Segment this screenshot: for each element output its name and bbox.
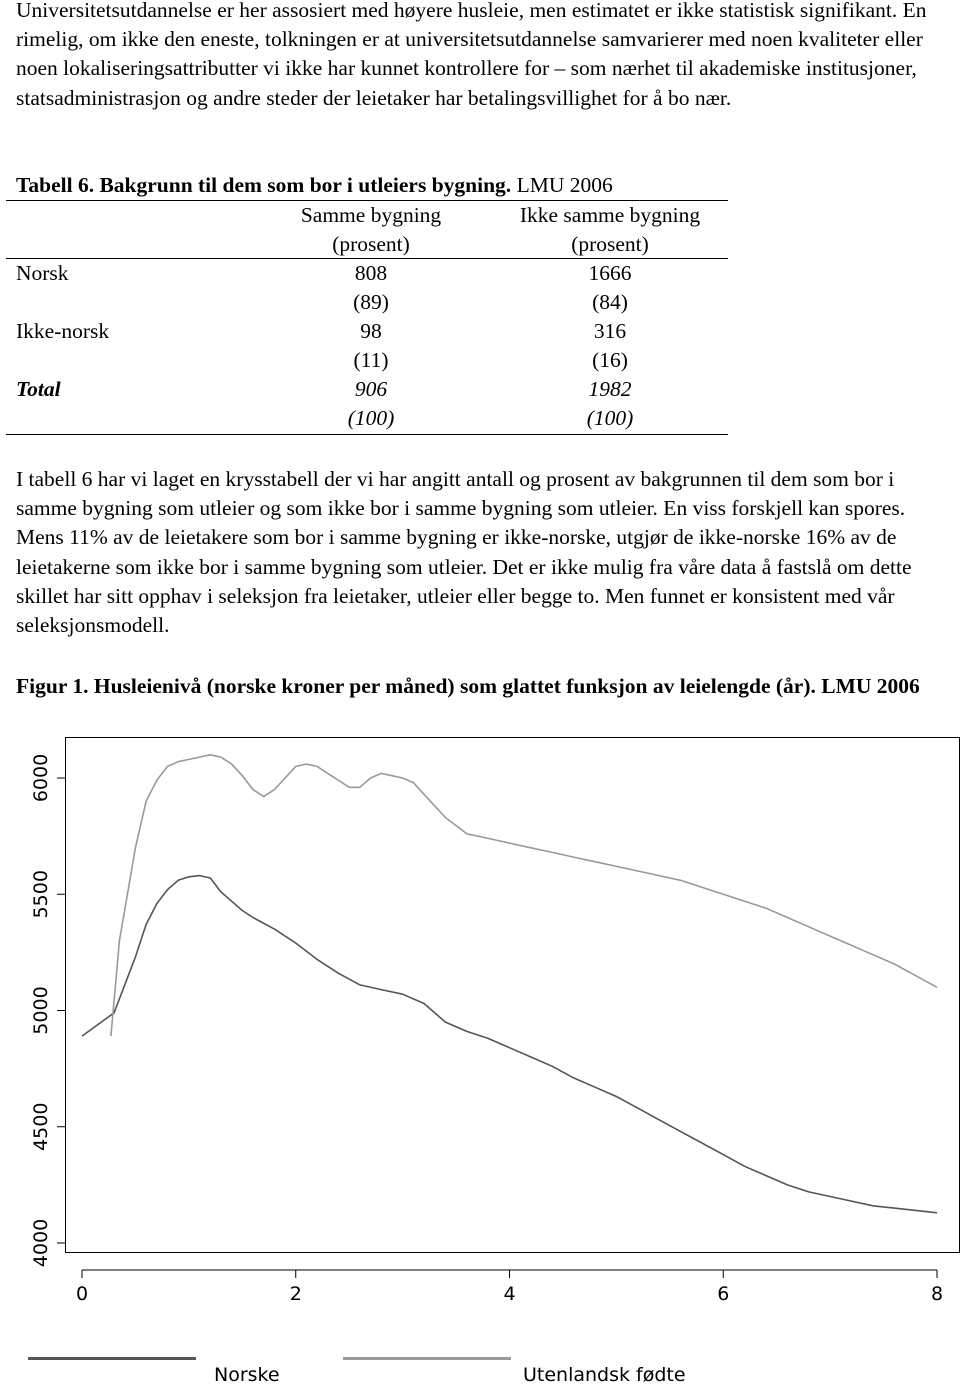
cell-notsame-count: 1666 bbox=[588, 261, 632, 285]
x-tick-label: 2 bbox=[289, 1283, 302, 1305]
cell-same-count: 906 bbox=[354, 377, 388, 401]
cell-same-percent: (89) bbox=[353, 290, 389, 314]
legend-swatch-norske bbox=[28, 1357, 196, 1360]
x-tick-label: 0 bbox=[75, 1283, 89, 1305]
cell-notsame-count: 1982 bbox=[588, 377, 632, 401]
cell-same-count: 808 bbox=[354, 261, 388, 285]
table-bottom-rule bbox=[6, 434, 728, 435]
cell-same-percent: (100) bbox=[347, 406, 395, 430]
table-caption-source: LMU 2006 bbox=[516, 173, 613, 197]
x-tick-label: 6 bbox=[717, 1283, 730, 1305]
legend-label-utenlandsk: Utenlandsk fødte bbox=[523, 1364, 686, 1386]
cell-notsame-percent: (84) bbox=[592, 290, 628, 314]
rent-chart-svg bbox=[30, 737, 960, 1309]
cell-same-percent: (11) bbox=[353, 348, 389, 372]
table-discussion-paragraph: I tabell 6 har vi laget en krysstabell der vi har angitt antall og prosent av bakgrunnen til dem som bor i samme bygning som utleier og som ikke bor i samme bygning som utleier. En viss forskjell kan spores. Mens 11% av de leietakere som bor i samme bygning er ikke-norske, utgjør de ikke-norske 16% av de leietakerne som ikke bor i samme bygning som utleier. Det er ikke mulig fra våre data å fastslå om dette skillet har sitt opphav i seleksjon fra leietaker, utleier eller begge to. Men funnet er konsistent med vår seleksjonsmodell. bbox=[16, 467, 912, 638]
intro-paragraph: Universitetsutdannelse er her assosiert med høyere husleie, men estimatet er ikke statistisk signifikant. En rimelig, om ikke den eneste, tolkningen er at universitetsutdannelse samvarierer med noen kvaliteter eller noen lokaliseringsattributter vi ikke har kunnet kontrollere for – som nærhet til akademiske institusjoner, statsadministrasjon og andre steder der leietaker har betalingsvillighet for å bo nær. bbox=[16, 0, 927, 110]
rent-chart bbox=[30, 737, 960, 1309]
y-tick-label: 6000 bbox=[30, 753, 52, 803]
series-line-utenlandsk bbox=[111, 755, 937, 1036]
y-tick-label: 5000 bbox=[30, 986, 52, 1035]
x-tick-label: 4 bbox=[503, 1283, 516, 1305]
y-tick-label: 4500 bbox=[30, 1102, 52, 1151]
legend-label-norske: Norske bbox=[214, 1364, 280, 1386]
table-caption-title: Tabell 6. Bakgrunn til dem som bor i utleiers bygning. bbox=[16, 173, 512, 197]
col-header-notsame-unit: (prosent) bbox=[571, 232, 649, 256]
cell-notsame-percent: (100) bbox=[586, 406, 634, 430]
cell-notsame-percent: (16) bbox=[592, 348, 628, 372]
plot-frame bbox=[66, 738, 960, 1253]
row-label: Ikke-norsk bbox=[16, 319, 110, 343]
col-header-notsame: Ikke samme bygning bbox=[519, 203, 701, 227]
cell-notsame-count: 316 bbox=[593, 319, 627, 343]
y-tick-label: 5500 bbox=[30, 870, 52, 919]
col-header-same-unit: (prosent) bbox=[332, 232, 410, 256]
x-tick-label: 8 bbox=[930, 1283, 944, 1305]
table-caption bbox=[16, 171, 960, 200]
row-label: Total bbox=[16, 377, 61, 401]
col-header-same: Samme bygning bbox=[300, 203, 442, 227]
legend-swatch-utenlandsk bbox=[343, 1357, 511, 1360]
figure-caption: Figur 1. Husleienivå (norske kroner per måned) som glattet funksjon av leielengde (år). LMU 2006 bbox=[16, 674, 920, 698]
y-tick-label: 4000 bbox=[30, 1218, 52, 1268]
row-label: Norsk bbox=[16, 261, 69, 285]
cell-same-count: 98 bbox=[360, 319, 382, 343]
